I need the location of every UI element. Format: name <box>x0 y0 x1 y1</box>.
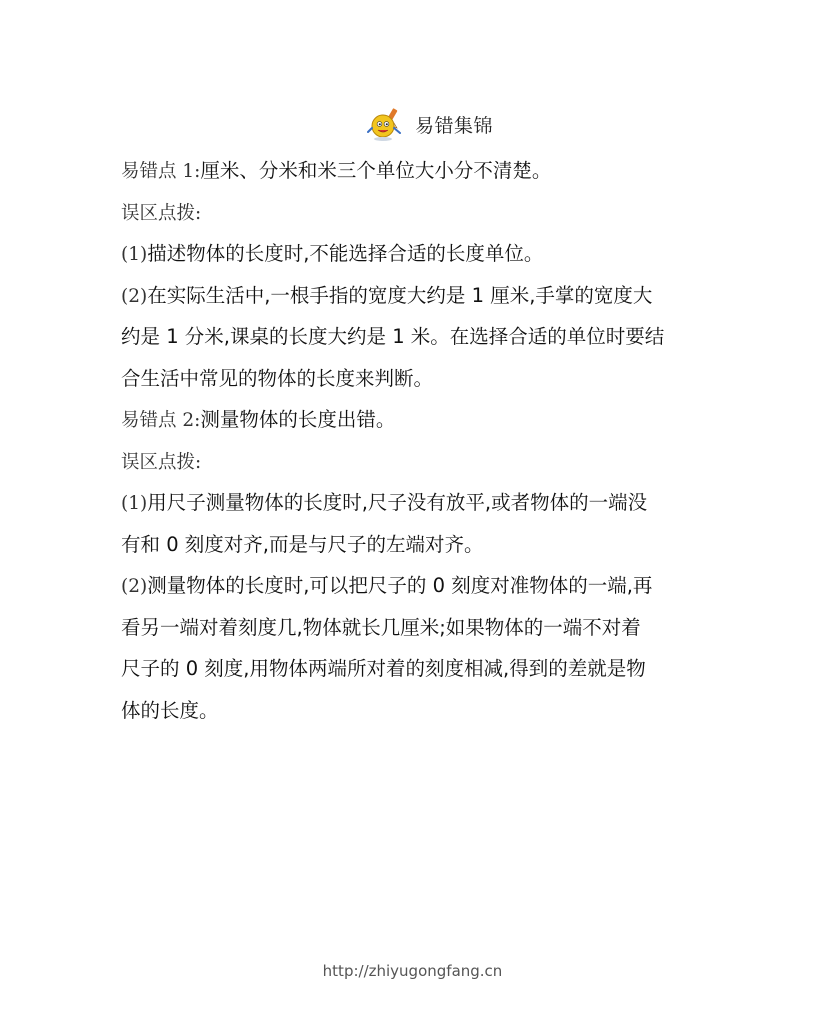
line-prefix: 易错点 1: <box>121 161 201 182</box>
footer-url[interactable]: http://zhiyugongfang.cn <box>322 962 503 980</box>
line-prefix: 误区点拨: <box>121 451 202 473</box>
line-text: 有和 0 刻度对齐,而是与尺子的左端对齐。 <box>121 532 484 556</box>
content-body <box>121 150 711 731</box>
line-text: 看另一端对着刻度几,物体就长几厘米;如果物体的一端不对着 <box>121 615 641 639</box>
line-text: 用尺子测量物体的长度时,尺子没有放平,或者物体的一端没 <box>147 491 648 514</box>
line-text: 测量物体的长度出错。 <box>200 408 396 431</box>
line-text: 测量物体的长度时,可以把尺子的 0 刻度对准物体的一端,再 <box>147 574 653 597</box>
text-line <box>121 316 711 358</box>
section-header <box>367 104 493 144</box>
line-text: 尺子的 0 刻度,用物体两端所对着的刻度相减,得到的差就是物 <box>121 657 646 680</box>
pencil-mascot-icon <box>367 106 405 142</box>
line-prefix: (2) <box>121 285 148 307</box>
line-text: 合生活中常见的物体的长度来判断。 <box>121 366 434 390</box>
text-line <box>121 648 711 690</box>
text-line <box>121 233 711 275</box>
line-text: 厘米、分米和米三个单位大小分不清楚。 <box>200 159 552 182</box>
text-line <box>121 524 711 566</box>
text-line <box>121 441 711 483</box>
line-text: 描述物体的长度时,不能选择合适的长度单位。 <box>147 242 544 265</box>
text-line <box>121 607 711 649</box>
line-text: 约是 1 分米,课桌的长度大约是 1 米。在选择合适的单位时要结 <box>121 325 665 348</box>
line-prefix: (1) <box>121 244 148 265</box>
text-line <box>121 358 711 400</box>
text-line <box>121 399 711 441</box>
line-prefix: (2) <box>121 576 148 597</box>
text-line <box>121 565 711 607</box>
line-text: 在实际生活中,一根手指的宽度大约是 1 厘米,手掌的宽度大 <box>147 283 653 307</box>
section-title: 易错集锦 <box>415 114 494 137</box>
line-prefix: 误区点拨: <box>121 202 202 224</box>
text-line <box>121 192 711 234</box>
line-prefix: 易错点 2: <box>121 410 201 431</box>
text-line <box>121 275 711 317</box>
text-line <box>121 690 711 732</box>
line-text: 体的长度。 <box>121 698 219 722</box>
line-prefix: (1) <box>121 493 148 514</box>
text-line <box>121 482 711 524</box>
text-line <box>121 150 711 192</box>
